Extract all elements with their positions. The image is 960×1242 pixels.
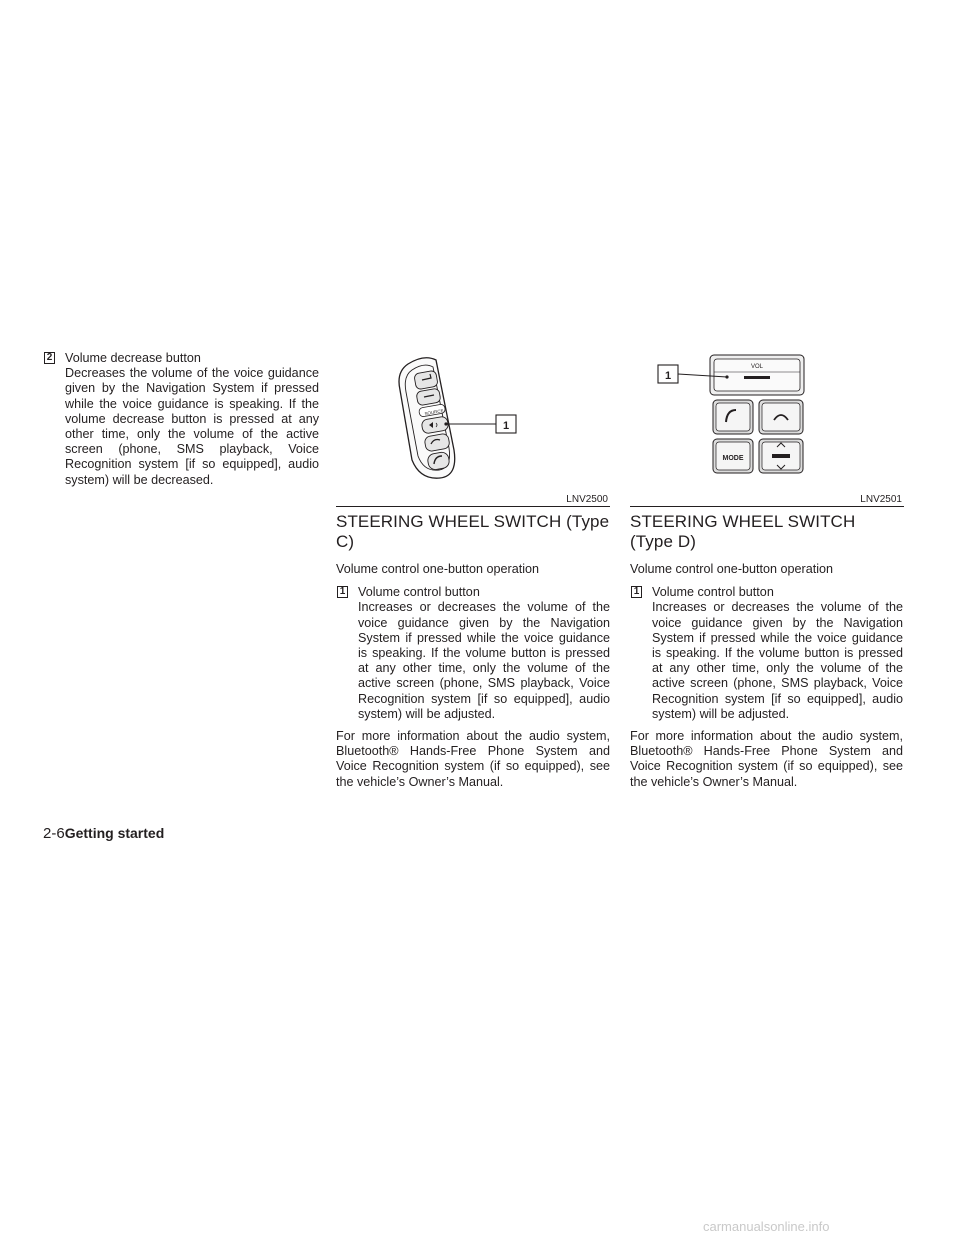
steering-switch-type-c-illustration (336, 350, 610, 500)
item-body: Decreases the volume of the voice guidance given by the Navigation System if pressed while the voice guidance is speaking. If the volume decrease button is pressed at any other time, only the volume of the active screen (phone, SMS playback, Voice Recognition system [if so equipped], audio system) will be decreased. (65, 366, 319, 487)
section-intro: Volume control one-button operation (336, 562, 540, 576)
figure-rule-type-c (336, 506, 610, 507)
figure-rule-type-d (630, 506, 904, 507)
item-number-badge: 1 (337, 586, 348, 598)
footer-section-title: Getting started (64, 825, 165, 841)
item-title: Volume control button (652, 585, 774, 600)
section-title-type-d: STEERING WHEEL SWITCH (Type D) (630, 512, 856, 551)
figure-code-lnv2500: LNV2500 (566, 494, 608, 505)
item-title: Volume control button (358, 585, 480, 600)
list-item-volume-control (336, 585, 610, 722)
section-intro: Volume control one-button operation (630, 562, 834, 576)
steering-switch-type-d-illustration (630, 350, 904, 500)
source-button-label: SOURCE (424, 408, 444, 417)
watermark-text[interactable]: carmanualsonline.info (703, 1219, 830, 1234)
list-item-volume-control (630, 585, 903, 722)
vol-label: VOL (750, 364, 764, 370)
figure-type-d (630, 350, 904, 500)
item-number-badge: 2 (44, 352, 55, 364)
section-type-d (630, 512, 903, 790)
item-body: Increases or decreases the volume of the voice guidance given by the Navigation System if pressed while the voice guidance is speaking. If the volume button is pressed at any other time, only the volume of the active screen (phone, SMS playback, Voice Recognition system [if so equipped], audio system) will be adjusted. (358, 600, 610, 721)
figure-code-lnv2501: LNV2501 (860, 494, 902, 505)
mode-label: MODE (722, 455, 744, 462)
figure-type-c (336, 350, 610, 500)
item-title: Volume decrease button (65, 351, 201, 365)
list-item-volume-decrease (43, 351, 319, 488)
figure-callout-1: 1 (502, 420, 510, 432)
item-number-badge: 1 (631, 586, 642, 598)
more-info-paragraph: For more information about the audio system, Bluetooth® Hands-Free Phone System and Voice Recognition system (if so equipped), see the vehicle’s Owner’s Manual. (630, 729, 903, 789)
page-footer (43, 824, 164, 843)
page-number: 2-6 (43, 825, 65, 842)
more-info-paragraph: For more information about the audio system, Bluetooth® Hands-Free Phone System and Voice Recognition system (if so equipped), see the vehicle’s Owner’s Manual. (336, 729, 610, 789)
section-type-c (336, 512, 610, 790)
left-column (43, 351, 319, 488)
section-title-type-c: STEERING WHEEL SWITCH (Type C) (336, 512, 610, 551)
figure-callout-1: 1 (664, 370, 672, 382)
item-body: Increases or decreases the volume of the voice guidance given by the Navigation System if pressed while the voice guidance is speaking. If the volume button is pressed at any other time, only the volume of the active screen (phone, SMS playback, Voice Recognition system [if so equipped], audio system) will be adjusted. (652, 600, 903, 721)
